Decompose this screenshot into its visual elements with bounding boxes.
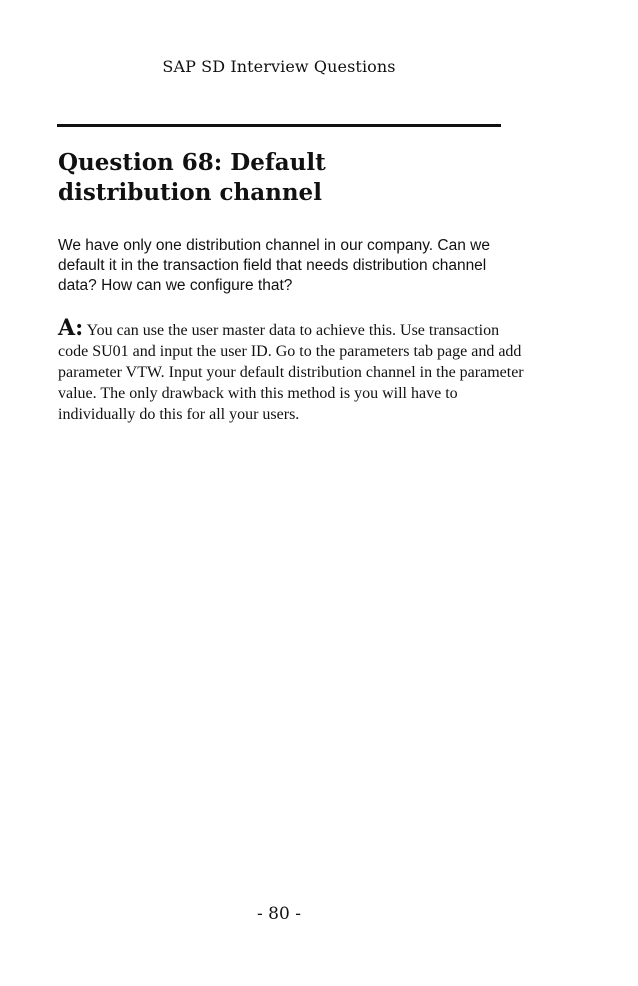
answer-label: A:	[58, 315, 84, 341]
page-number: - 80 -	[257, 904, 301, 924]
answer-paragraph	[58, 315, 528, 425]
running-header: SAP SD Interview Questions	[162, 57, 396, 76]
answer-text: You can use the user master data to achieve this. Use transaction code SU01 and input the user ID. Go to the parameters tab page and add parameter VTW. Input your default distribution channel in the parameter value. The only drawback with this method is you will have to individually do this for all your users.	[58, 322, 524, 423]
question-text: We have only one distribution channel in our company. Can we default it in the transaction field that needs distribution channel data? How can we configure that?	[58, 237, 490, 294]
question-title: Question 68: Default distribution channel	[58, 149, 326, 206]
header-divider	[57, 124, 501, 127]
